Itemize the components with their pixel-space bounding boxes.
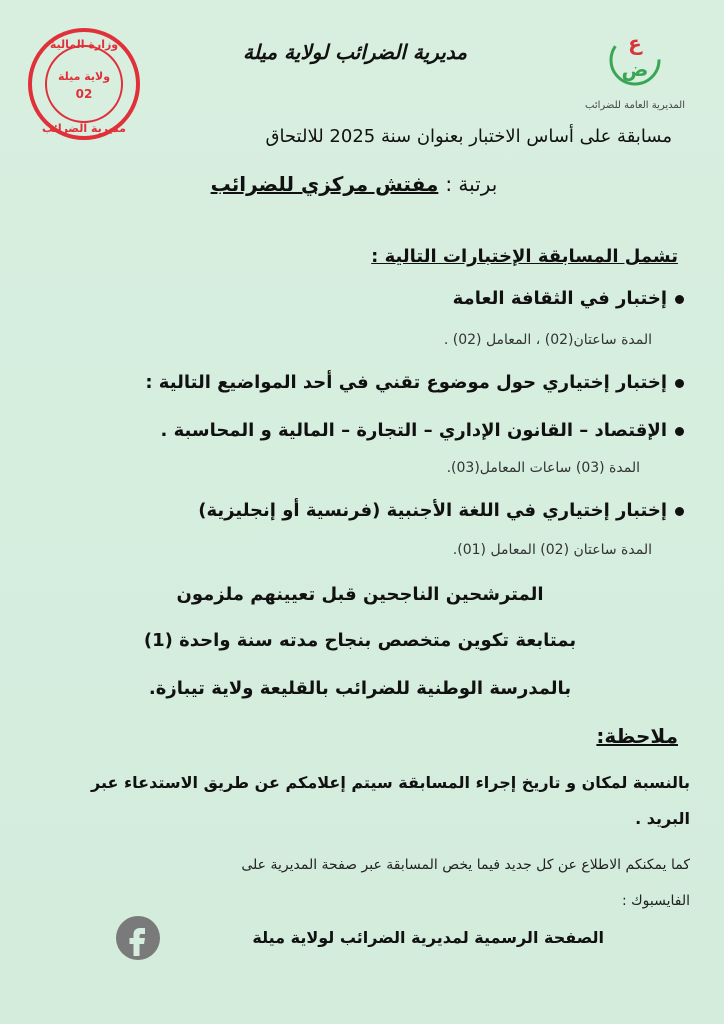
rank-line	[194, 172, 514, 196]
bullet-icon	[675, 427, 684, 436]
exam-detail: المدة (03) ساعات المعامل(03).	[446, 460, 640, 476]
facebook-icon[interactable]	[114, 914, 162, 962]
directorate-title: مديرية الضرائب لولاية ميلة	[243, 40, 467, 64]
bullet-icon	[675, 379, 684, 388]
svg-text:ولاية ميلة: ولاية ميلة	[57, 70, 111, 83]
svg-text:02: 02	[75, 87, 93, 101]
exam-title: إختبار في الثقافة العامة	[452, 288, 667, 309]
note-line-2: البريد .	[635, 809, 690, 828]
rank-value: مفتش مركزي للضرائب	[210, 172, 439, 196]
competition-intro: مسابقة على أساس الاختبار بعنوان سنة 2025 للالتحاق	[265, 126, 672, 147]
exam-detail: المدة ساعتان(02) ، المعامل (02) .	[443, 332, 652, 348]
exam-item	[84, 420, 684, 441]
exam-item	[84, 372, 684, 393]
svg-text:مديرية الضرائب: مديرية الضرائب	[42, 122, 126, 135]
exam-item	[84, 288, 684, 309]
exam-detail: المدة ساعتان (02) المعامل (01).	[452, 542, 652, 558]
exam-title: إختبار إختياري في اللغة الأجنبية (فرنسية أو إنجليزية)	[198, 500, 667, 521]
note-line-3: كما يمكنكم الاطلاع عن كل جديد فيما يخص المسابقة عبر صفحة المديرية على	[241, 857, 690, 873]
note-line-4: الفايسبوك :	[621, 893, 690, 909]
facebook-page-label: الصفحة الرسمية لمديرية الضرائب لولاية ميلة	[252, 928, 604, 947]
training-line-3: بالمدرسة الوطنية للضرائب بالقليعة ولاية تيبازة.	[148, 678, 572, 699]
note-line-1: بالنسبة لمكان و تاريخ إجراء المسابقة سيتم إعلامكم عن طريق الاستدعاء عبر	[90, 773, 690, 792]
svg-text:وزارة المالية: وزارة المالية	[49, 38, 119, 51]
exam-title: إختبار إختياري حول موضوع تقني في أحد المواضيع التالية :	[145, 372, 667, 393]
note-heading: ملاحظة:	[596, 724, 678, 748]
tax-logo-icon	[580, 18, 690, 118]
exams-heading: تشمل المسابقة الإختبارات التالية :	[371, 246, 678, 267]
exam-title: الإقتصاد – القانون الإداري – التجارة – المالية و المحاسبة .	[160, 420, 667, 441]
training-line-2: بمتابعة تكوين متخصص بنجاح مدته سنة واحدة (1)	[143, 630, 577, 651]
svg-text:ض: ض	[621, 57, 649, 81]
rank-label: برتبة :	[445, 172, 498, 196]
training-line-1: المترشحين الناجحين قبل تعيينهم ملزمون	[176, 584, 544, 605]
tax-logo	[580, 18, 690, 118]
bullet-icon	[675, 295, 684, 304]
svg-text:ع: ع	[628, 31, 642, 55]
exam-item	[84, 500, 684, 521]
svg-text:المديرية العامة للضرائب: المديرية العامة للضرائب	[585, 100, 685, 111]
bullet-icon	[675, 507, 684, 516]
